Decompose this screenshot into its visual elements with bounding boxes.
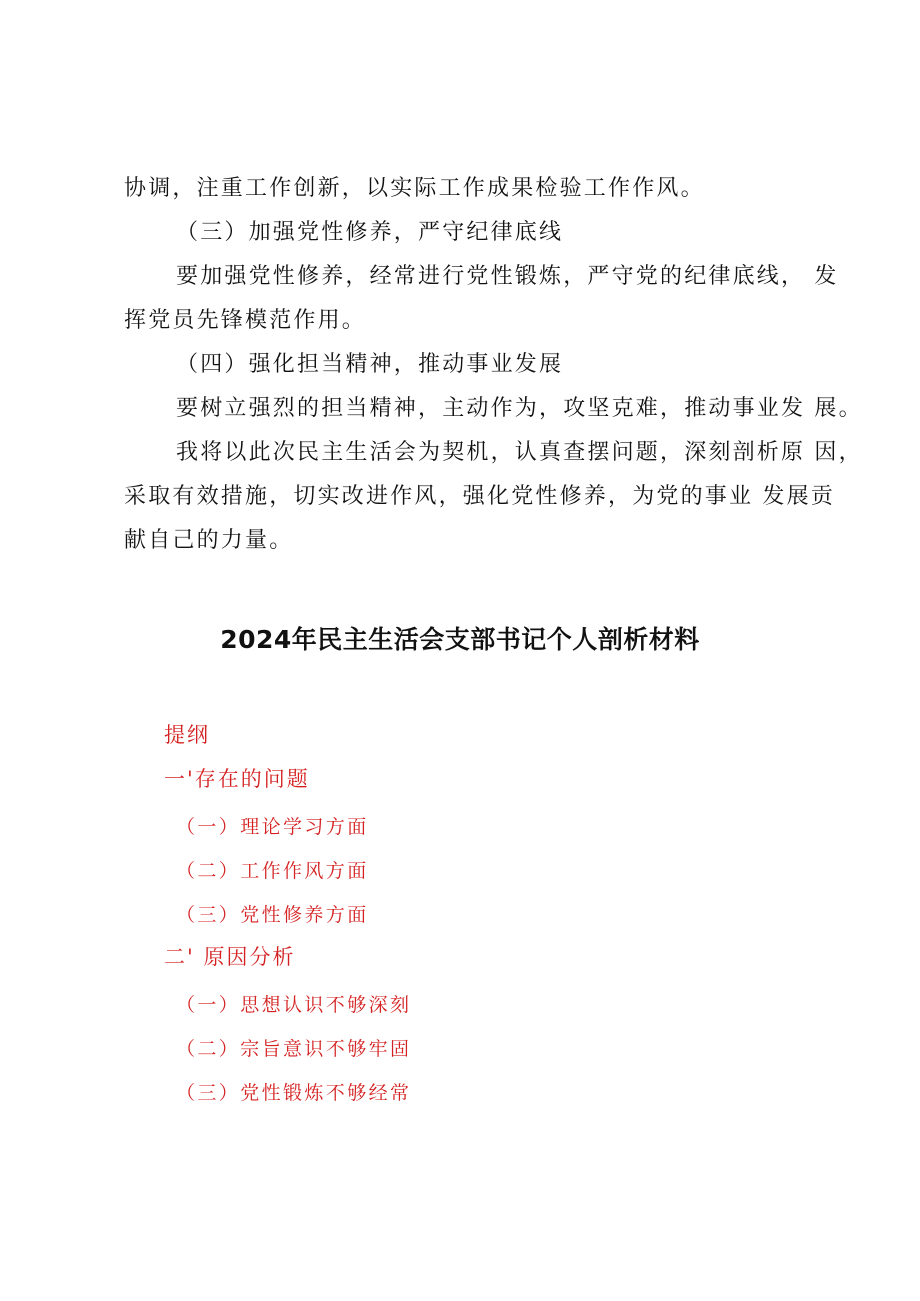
body-text-line: 我将以此次民主生活会为契机，认真查摆问题，深刻剖析原 因， (176, 440, 863, 465)
outline-subitem: （三）党性锻炼不够经常 (176, 1082, 412, 1104)
body-text-line: 采取有效措施，切实改进作风，强化党性修养，为党的事业 发展贡 (124, 484, 835, 509)
body-text-line: 要加强党性修养，经常进行党性锻炼，严守党的纪律底线， 发 (176, 264, 839, 289)
body-text-line: 协调，注重工作创新，以实际工作成果检验工作作风。 (124, 176, 705, 201)
body-text-line: 献自己的力量。 (124, 528, 294, 553)
outline-subitem: （二）工作作风方面 (176, 860, 369, 882)
section-heading-3: （三）加强党性修养，严守纪律底线 (176, 220, 564, 245)
body-text-line: 挥党员先锋模范作用。 (124, 308, 367, 333)
section-heading-4: （四）强化担当精神，推动事业发展 (176, 352, 564, 377)
outline-item: 二' 原因分析 (164, 945, 296, 969)
outline-subitem: （一）思想认识不够深刻 (176, 994, 412, 1016)
body-text-line: 要树立强烈的担当精神，主动作为，攻坚克难，推动事业发 展。 (176, 396, 863, 421)
outline-subitem: （三）党性修养方面 (176, 904, 369, 926)
outline-subitem: （二）宗旨意识不够牢固 (176, 1038, 412, 1060)
outline-subitem: （一）理论学习方面 (176, 816, 369, 838)
outline-item: 一'存在的问题 (164, 767, 310, 791)
outline-heading: 提纲 (164, 723, 210, 747)
document-title: 2024年民主生活会支部书记个人剖析材料 (220, 625, 700, 654)
